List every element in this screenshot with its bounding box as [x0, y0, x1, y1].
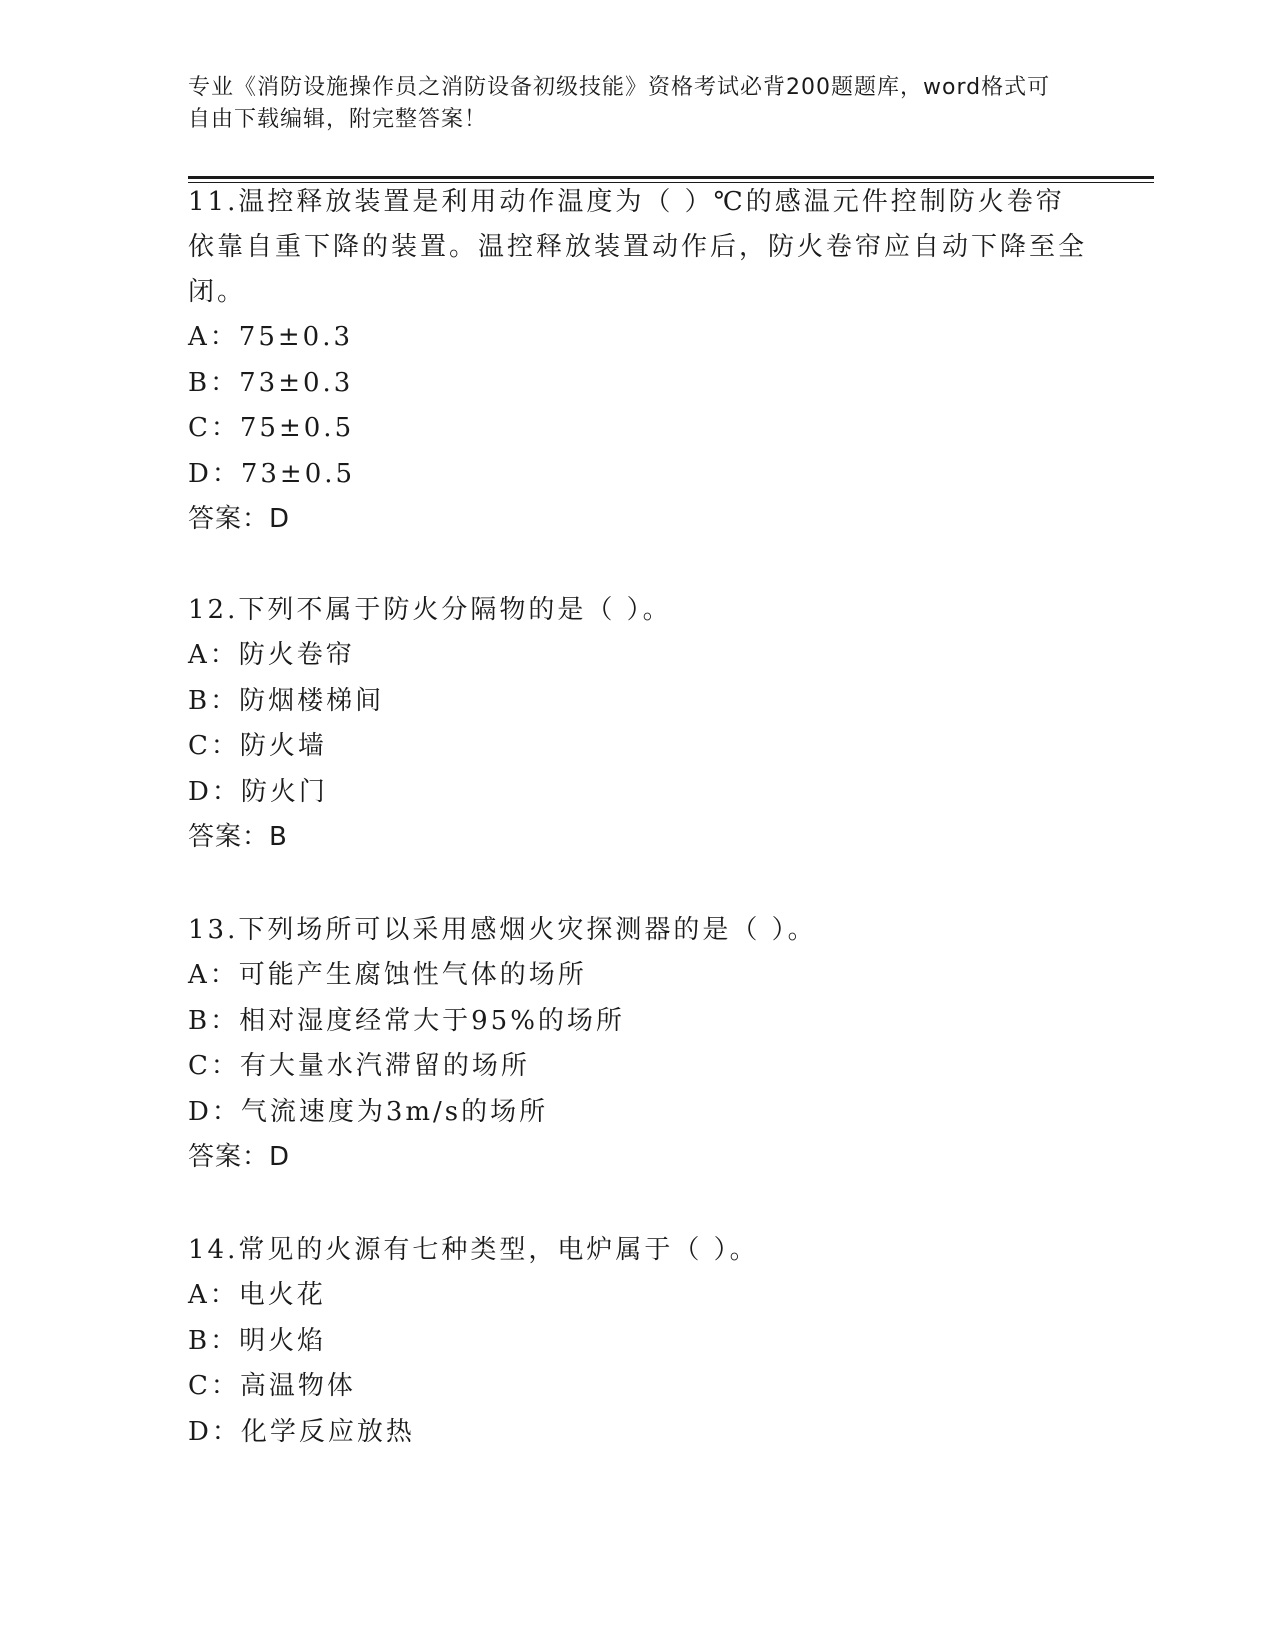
option-d: D：防火门 [188, 776, 328, 807]
option-a: A：防火卷帘 [188, 640, 355, 670]
option-d: D：化学反应放热 [188, 1416, 415, 1447]
option-b: B：明火焰 [188, 1325, 327, 1356]
option-c: C：75±0.5 [188, 413, 355, 443]
question-stem: 13.下列场所可以采用感烟火灾探测器的是（ ）。 [188, 915, 817, 945]
option-d: D：73±0.5 [188, 458, 356, 489]
question-14 [188, 1228, 1088, 1455]
question-13 [188, 908, 1088, 1180]
question-12 [188, 588, 1088, 860]
document-header: 专业《消防设施操作员之消防设备初级技能》资格考试必背200题题库，word格式可自由下载编辑，附完整答案！ [188, 75, 1051, 132]
answer: 答案：D [188, 1142, 291, 1172]
option-c: C：防火墙 [188, 731, 327, 761]
question-stem: 12.下列不属于防火分隔物的是（ ）。 [188, 595, 672, 625]
option-c: C：高温物体 [188, 1371, 356, 1401]
option-b: B：73±0.3 [188, 367, 354, 398]
answer: 答案：D [188, 504, 291, 534]
header-divider-thick [188, 176, 1154, 179]
question-stem: 14.常见的火源有七种类型，电炉属于（ ）。 [188, 1235, 759, 1265]
question-stem: 11.温控释放装置是利用动作温度为（ ）℃的感温元件控制防火卷帘依靠自重下降的装置。温控释放装置动作后，防火卷帘应自动下降至全闭。 [188, 187, 1088, 307]
option-a: A：电火花 [188, 1280, 326, 1310]
answer: 答案：B [188, 822, 288, 852]
option-a: A：75±0.3 [188, 322, 353, 352]
option-a: A：可能产生腐蚀性气体的场所 [188, 960, 587, 990]
option-b: B：相对湿度经常大于95%的场所 [188, 1005, 625, 1036]
option-d: D：气流速度为3m/s的场所 [188, 1096, 549, 1127]
option-b: B：防烟楼梯间 [188, 685, 385, 716]
question-11 [188, 180, 1088, 542]
option-c: C：有大量水汽滞留的场所 [188, 1051, 530, 1081]
